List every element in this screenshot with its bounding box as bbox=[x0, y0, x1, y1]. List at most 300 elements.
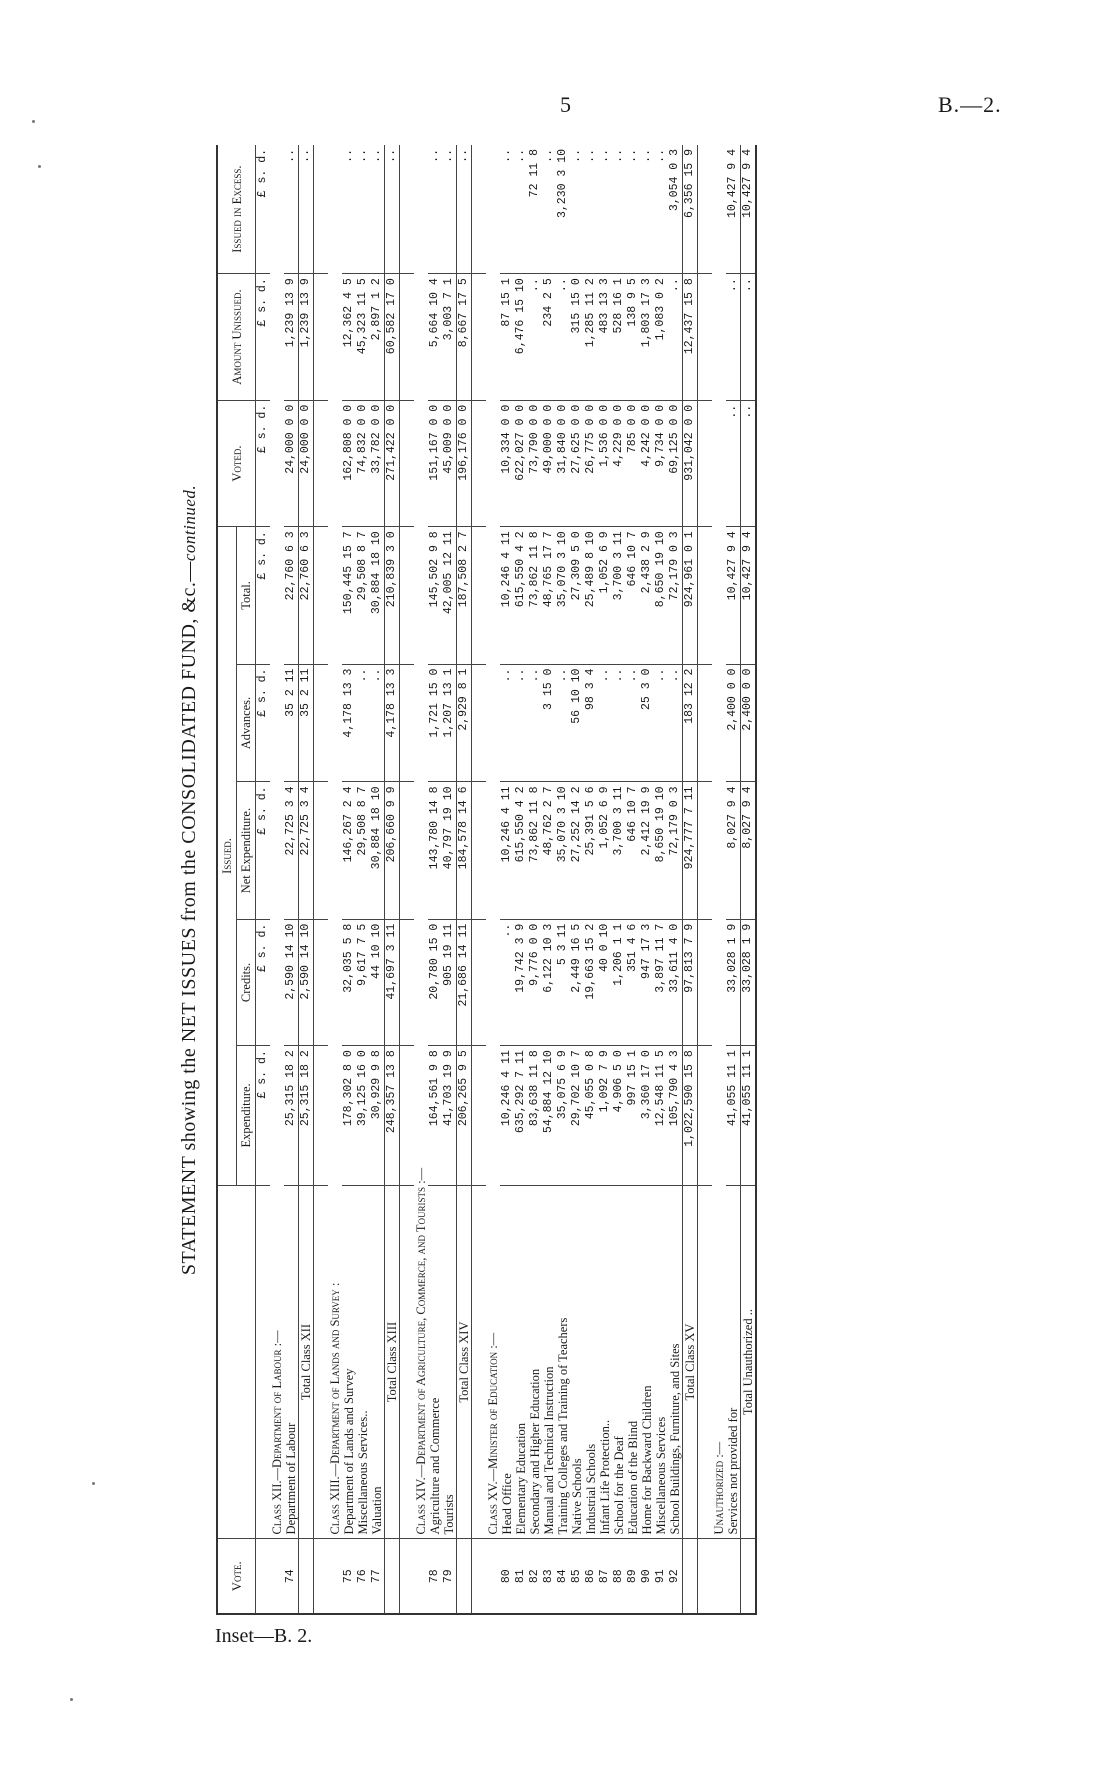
vote-number bbox=[385, 1539, 400, 1614]
cell-amount-unissued: 6,476 15 10 bbox=[514, 274, 528, 401]
vote-number bbox=[683, 1539, 698, 1614]
header-voted: Voted. bbox=[217, 400, 256, 527]
cell-issued-in-excess: .. bbox=[626, 145, 640, 274]
cell-amount-unissued: 1,239 13 9 bbox=[299, 274, 314, 401]
cell-amount-unissued: 1,239 13 9 bbox=[284, 274, 299, 401]
cell-amount-unissued: .. bbox=[668, 274, 683, 401]
cell-issued-in-excess: 6,356 15 9 bbox=[683, 145, 698, 274]
vote-number: 77 bbox=[370, 1539, 385, 1614]
row-description: Elementary Education bbox=[514, 1185, 528, 1539]
statement-title bbox=[178, 145, 201, 1615]
row-description: Total Class XIV bbox=[457, 1185, 472, 1539]
cell-total: 2,438 2 9 bbox=[640, 527, 654, 664]
vote-number: 87 bbox=[598, 1539, 612, 1614]
vote-number: 83 bbox=[542, 1539, 556, 1614]
row-description: Class XIV.—Department of Agriculture, Commerce, and Tourists :— bbox=[414, 145, 428, 1539]
row-description: School for the Deaf bbox=[612, 1185, 626, 1539]
cell-advances: .. bbox=[370, 664, 385, 782]
cell-expenditure: 83,638 11 8 bbox=[528, 1046, 542, 1185]
vote-number bbox=[726, 1539, 741, 1614]
table-row bbox=[584, 145, 598, 1614]
currency-credits: £ s. d. bbox=[256, 919, 271, 1046]
currency-expenditure: £ s. d. bbox=[256, 1046, 271, 1185]
cell-amount-unissued: 8,667 17 5 bbox=[457, 274, 472, 401]
cell-net-expenditure: 72,179 0 3 bbox=[668, 782, 683, 919]
cell-total: 1,052 6 9 bbox=[598, 527, 612, 664]
total-row bbox=[385, 145, 400, 1614]
cell-advances: 183 12 2 bbox=[683, 664, 698, 782]
cell-amount-unissued: .. bbox=[741, 274, 757, 401]
cell-total: 73,862 11 8 bbox=[528, 527, 542, 664]
vote-number: 78 bbox=[428, 1539, 442, 1614]
total-row bbox=[457, 145, 472, 1614]
cell-advances: 35 2 11 bbox=[299, 664, 314, 782]
row-description: Manual and Technical Instruction bbox=[542, 1185, 556, 1539]
cell-voted: 1,536 0 0 bbox=[598, 400, 612, 527]
table-row bbox=[500, 145, 514, 1614]
vote-number bbox=[299, 1539, 314, 1614]
cell-advances: 4,178 13 3 bbox=[342, 664, 356, 782]
cell-issued-in-excess: .. bbox=[640, 145, 654, 274]
cell-expenditure: 12,548 11 5 bbox=[654, 1046, 668, 1185]
cell-total: 150,445 15 7 bbox=[342, 527, 356, 664]
spacer-row bbox=[314, 145, 329, 1614]
table-row bbox=[612, 145, 626, 1614]
scan-speck bbox=[92, 1482, 95, 1485]
cell-total: 22,760 6 3 bbox=[284, 527, 299, 664]
cell-voted: 9,734 0 0 bbox=[654, 400, 668, 527]
cell-amount-unissued: 1,285 11 2 bbox=[584, 274, 598, 401]
table-row bbox=[356, 145, 370, 1614]
statement-table bbox=[216, 145, 757, 1615]
cell-net-expenditure: 646 10 7 bbox=[626, 782, 640, 919]
total-row bbox=[299, 145, 314, 1614]
cell-advances: 56 10 10 bbox=[570, 664, 584, 782]
cell-amount-unissued: 315 15 0 bbox=[570, 274, 584, 401]
cell-total: 42,005 12 11 bbox=[442, 527, 457, 664]
cell-credits: 2,590 14 10 bbox=[299, 919, 314, 1046]
cell-voted: 31,840 0 0 bbox=[556, 400, 570, 527]
cell-amount-unissued: 3,003 7 1 bbox=[442, 274, 457, 401]
cell-amount-unissued: 1,803 17 3 bbox=[640, 274, 654, 401]
table-row bbox=[556, 145, 570, 1614]
cell-expenditure: 29,702 10 7 bbox=[570, 1046, 584, 1185]
cell-advances: .. bbox=[356, 664, 370, 782]
cell-amount-unissued: 87 15 1 bbox=[500, 274, 514, 401]
vote-number: 88 bbox=[612, 1539, 626, 1614]
cell-voted: 33,782 0 0 bbox=[370, 400, 385, 527]
cell-total: 10,427 9 4 bbox=[726, 527, 741, 664]
cell-net-expenditure: 40,797 19 10 bbox=[442, 782, 457, 919]
cell-credits: 3,897 11 7 bbox=[654, 919, 668, 1046]
vote-number bbox=[457, 1539, 472, 1614]
cell-issued-in-excess: .. bbox=[356, 145, 370, 274]
cell-advances: 2,400 0 0 bbox=[726, 664, 741, 782]
cell-credits: 1,206 1 1 bbox=[612, 919, 626, 1046]
cell-expenditure: 54,884 12 10 bbox=[542, 1046, 556, 1185]
cell-amount-unissued: .. bbox=[528, 274, 542, 401]
cell-total: 187,508 2 7 bbox=[457, 527, 472, 664]
vote-number: 90 bbox=[640, 1539, 654, 1614]
currency-unissued: £ s. d. bbox=[256, 274, 271, 401]
cell-credits: 19,742 3 9 bbox=[514, 919, 528, 1046]
title-continued: continued. bbox=[180, 484, 199, 562]
cell-issued-in-excess: .. bbox=[299, 145, 314, 274]
row-description: Education of the Blind bbox=[626, 1185, 640, 1539]
cell-voted: 27,625 0 0 bbox=[570, 400, 584, 527]
header-credits: Credits. bbox=[237, 919, 256, 1046]
table-row bbox=[542, 145, 556, 1614]
vote-number bbox=[328, 1539, 342, 1614]
cell-expenditure: 41,055 11 1 bbox=[741, 1046, 757, 1185]
cell-credits: 40 0 10 bbox=[598, 919, 612, 1046]
table-row bbox=[514, 145, 528, 1614]
cell-issued-in-excess: 10,427 9 4 bbox=[726, 145, 741, 274]
scan-speck bbox=[32, 120, 35, 123]
cell-total: 646 10 7 bbox=[626, 527, 640, 664]
cell-credits: 6,122 10 3 bbox=[542, 919, 556, 1046]
row-description: Miscellaneous Services bbox=[654, 1185, 668, 1539]
cell-credits: 21,686 14 11 bbox=[457, 919, 472, 1046]
cell-advances: 4,178 13 3 bbox=[385, 664, 400, 782]
cell-credits: 19,663 15 2 bbox=[584, 919, 598, 1046]
cell-advances: .. bbox=[514, 664, 528, 782]
spacer-row bbox=[400, 145, 415, 1614]
row-description: Native Schools bbox=[570, 1185, 584, 1539]
cell-expenditure: 1,092 7 9 bbox=[598, 1046, 612, 1185]
cell-credits: 5 3 11 bbox=[556, 919, 570, 1046]
vote-number: 81 bbox=[514, 1539, 528, 1614]
cell-net-expenditure: 22,725 3 4 bbox=[284, 782, 299, 919]
cell-amount-unissued: 12,437 15 8 bbox=[683, 274, 698, 401]
cell-net-expenditure: 146,267 2 4 bbox=[342, 782, 356, 919]
row-description: Unauthorized :— bbox=[712, 145, 726, 1539]
cell-expenditure: 4,906 5 0 bbox=[612, 1046, 626, 1185]
cell-expenditure: 30,929 9 8 bbox=[370, 1046, 385, 1185]
table-row bbox=[570, 145, 584, 1614]
cell-net-expenditure: 29,508 8 7 bbox=[356, 782, 370, 919]
vote-number: 92 bbox=[668, 1539, 683, 1614]
header-total: Total. bbox=[237, 527, 256, 664]
cell-advances: 1,207 13 1 bbox=[442, 664, 457, 782]
cell-net-expenditure: 2,412 19 9 bbox=[640, 782, 654, 919]
row-description: Miscellaneous Services.. bbox=[356, 1185, 370, 1539]
cell-issued-in-excess: .. bbox=[442, 145, 457, 274]
cell-amount-unissued: 60,582 17 0 bbox=[385, 274, 400, 401]
scan-speck bbox=[70, 1698, 73, 1701]
cell-advances: .. bbox=[598, 664, 612, 782]
cell-total: 30,884 18 10 bbox=[370, 527, 385, 664]
cell-expenditure: 105,790 4 3 bbox=[668, 1046, 683, 1185]
cell-credits: 9,776 0 0 bbox=[528, 919, 542, 1046]
header-issued-in-excess: Issued in Excess. bbox=[217, 145, 256, 274]
table-row bbox=[442, 145, 457, 1614]
cell-amount-unissued: 234 2 5 bbox=[542, 274, 556, 401]
cell-net-expenditure: 184,578 14 6 bbox=[457, 782, 472, 919]
cell-net-expenditure: 8,027 9 4 bbox=[726, 782, 741, 919]
cell-advances: .. bbox=[654, 664, 668, 782]
cell-issued-in-excess: 10,427 9 4 bbox=[741, 145, 757, 274]
cell-total: 25,489 8 10 bbox=[584, 527, 598, 664]
vote-number: 79 bbox=[442, 1539, 457, 1614]
cell-voted: 49,000 0 0 bbox=[542, 400, 556, 527]
row-description: Total Class XV bbox=[683, 1185, 698, 1539]
cell-voted: 45,009 0 0 bbox=[442, 400, 457, 527]
currency-voted: £ s. d. bbox=[256, 400, 271, 527]
cell-expenditure: 39,125 16 0 bbox=[356, 1046, 370, 1185]
cell-expenditure: 178,302 8 0 bbox=[342, 1046, 356, 1185]
table-row bbox=[428, 145, 442, 1614]
row-description: Services not provided for bbox=[726, 1185, 741, 1539]
vote-number: 82 bbox=[528, 1539, 542, 1614]
total-row bbox=[741, 145, 757, 1614]
cell-issued-in-excess: 3,054 0 3 bbox=[668, 145, 683, 274]
cell-credits: 33,611 4 0 bbox=[668, 919, 683, 1046]
cell-amount-unissued: 483 13 3 bbox=[598, 274, 612, 401]
cell-issued-in-excess: .. bbox=[385, 145, 400, 274]
cell-issued-in-excess: .. bbox=[570, 145, 584, 274]
row-description: Class XIII.—Department of Lands and Survey : bbox=[328, 145, 342, 1539]
cell-total: 924,961 0 1 bbox=[683, 527, 698, 664]
currency-excess: £ s. d. bbox=[256, 145, 271, 274]
cell-total: 615,550 4 2 bbox=[514, 527, 528, 664]
vote-number: 89 bbox=[626, 1539, 640, 1614]
table-row bbox=[370, 145, 385, 1614]
cell-total: 27,309 5 0 bbox=[570, 527, 584, 664]
cell-total: 145,502 9 8 bbox=[428, 527, 442, 664]
cell-expenditure: 25,315 18 2 bbox=[299, 1046, 314, 1185]
cell-net-expenditure: 22,725 3 4 bbox=[299, 782, 314, 919]
cell-net-expenditure: 8,027 9 4 bbox=[741, 782, 757, 919]
cell-net-expenditure: 615,550 4 2 bbox=[514, 782, 528, 919]
page-number: 5 bbox=[560, 92, 571, 117]
cell-total: 10,427 9 4 bbox=[741, 527, 757, 664]
cell-issued-in-excess: 3,230 3 10 bbox=[556, 145, 570, 274]
cell-total: 29,508 8 7 bbox=[356, 527, 370, 664]
cell-voted: 73,790 0 0 bbox=[528, 400, 542, 527]
cell-credits: 2,590 14 10 bbox=[284, 919, 299, 1046]
row-description: Class XV.—Minister of Education :— bbox=[486, 145, 500, 1539]
cell-issued-in-excess: .. bbox=[654, 145, 668, 274]
cell-issued-in-excess: .. bbox=[514, 145, 528, 274]
cell-advances: 98 3 4 bbox=[584, 664, 598, 782]
cell-net-expenditure: 3,700 3 11 bbox=[612, 782, 626, 919]
vote-number: 86 bbox=[584, 1539, 598, 1614]
cell-expenditure: 41,055 11 1 bbox=[726, 1046, 741, 1185]
cell-total: 210,839 3 0 bbox=[385, 527, 400, 664]
cell-credits: .. bbox=[500, 919, 514, 1046]
cell-net-expenditure: 27,252 14 2 bbox=[570, 782, 584, 919]
cell-credits: 33,028 1 9 bbox=[741, 919, 757, 1046]
cell-credits: 905 19 11 bbox=[442, 919, 457, 1046]
cell-amount-unissued: 1,083 0 2 bbox=[654, 274, 668, 401]
cell-expenditure: 41,703 19 9 bbox=[442, 1046, 457, 1185]
row-description: Tourists bbox=[442, 1185, 457, 1539]
cell-net-expenditure: 924,777 7 11 bbox=[683, 782, 698, 919]
row-description: Secondary and Higher Education bbox=[528, 1185, 542, 1539]
cell-expenditure: 206,265 9 5 bbox=[457, 1046, 472, 1185]
cell-net-expenditure: 25,391 5 6 bbox=[584, 782, 598, 919]
cell-issued-in-excess: .. bbox=[284, 145, 299, 274]
cell-amount-unissued: 2,897 1 2 bbox=[370, 274, 385, 401]
vote-number bbox=[741, 1539, 757, 1614]
header-advances: Advances. bbox=[237, 664, 256, 782]
vote-number: 76 bbox=[356, 1539, 370, 1614]
cell-total: 22,760 6 3 bbox=[299, 527, 314, 664]
header-expenditure: Expenditure. bbox=[237, 1046, 256, 1185]
cell-expenditure: 635,292 7 11 bbox=[514, 1046, 528, 1185]
cell-total: 10,246 4 11 bbox=[500, 527, 514, 664]
vote-number: 75 bbox=[342, 1539, 356, 1614]
cell-issued-in-excess: .. bbox=[612, 145, 626, 274]
spacer-row bbox=[698, 145, 713, 1614]
cell-issued-in-excess: .. bbox=[500, 145, 514, 274]
cell-amount-unissued: 5,664 10 4 bbox=[428, 274, 442, 401]
cell-amount-unissued: 138 9 5 bbox=[626, 274, 640, 401]
cell-issued-in-excess: 72 11 8 bbox=[528, 145, 542, 274]
header-vote: Vote. bbox=[217, 1539, 256, 1614]
cell-advances: 2,929 8 1 bbox=[457, 664, 472, 782]
cell-net-expenditure: 35,070 3 10 bbox=[556, 782, 570, 919]
cell-advances: .. bbox=[556, 664, 570, 782]
class-heading-row bbox=[486, 145, 500, 1614]
cell-voted: 196,176 0 0 bbox=[457, 400, 472, 527]
table-row bbox=[598, 145, 612, 1614]
cell-voted: .. bbox=[726, 400, 741, 527]
row-description: Valuation bbox=[370, 1185, 385, 1539]
table-row bbox=[626, 145, 640, 1614]
row-description: Total Unauthorized .. bbox=[741, 1185, 757, 1539]
cell-voted: 622,027 0 0 bbox=[514, 400, 528, 527]
cell-expenditure: 248,357 13 8 bbox=[385, 1046, 400, 1185]
cell-amount-unissued: .. bbox=[556, 274, 570, 401]
table-row bbox=[654, 145, 668, 1614]
cell-expenditure: 1,022,590 15 8 bbox=[683, 1046, 698, 1185]
cell-advances: .. bbox=[668, 664, 683, 782]
inset-label: Inset—B. 2. bbox=[215, 1625, 313, 1647]
cell-voted: 26,775 0 0 bbox=[584, 400, 598, 527]
cell-total: 48,765 17 7 bbox=[542, 527, 556, 664]
row-description: Home for Backward Children bbox=[640, 1185, 654, 1539]
row-description: Class XII.—Department of Labour :— bbox=[270, 145, 284, 1539]
cell-voted: 69,125 0 0 bbox=[668, 400, 683, 527]
cell-net-expenditure: 30,884 18 10 bbox=[370, 782, 385, 919]
vote-number bbox=[270, 1539, 284, 1614]
currency-advances: £ s. d. bbox=[256, 664, 271, 782]
cell-advances: 1,721 15 0 bbox=[428, 664, 442, 782]
class-heading-row bbox=[712, 145, 726, 1614]
cell-expenditure: 45,055 0 8 bbox=[584, 1046, 598, 1185]
cell-voted: 931,042 0 0 bbox=[683, 400, 698, 527]
header-amount-unissued: Amount Unissued. bbox=[217, 274, 256, 401]
cell-voted: 74,832 0 0 bbox=[356, 400, 370, 527]
cell-amount-unissued: 528 16 1 bbox=[612, 274, 626, 401]
cell-advances: 35 2 11 bbox=[284, 664, 299, 782]
cell-credits: 44 10 10 bbox=[370, 919, 385, 1046]
vote-number bbox=[486, 1539, 500, 1614]
cell-net-expenditure: 73,862 11 8 bbox=[528, 782, 542, 919]
cell-issued-in-excess: .. bbox=[342, 145, 356, 274]
cell-voted: 151,167 0 0 bbox=[428, 400, 442, 527]
total-row bbox=[683, 145, 698, 1614]
cell-credits: 20,780 15 0 bbox=[428, 919, 442, 1046]
cell-credits: 9,617 7 5 bbox=[356, 919, 370, 1046]
vote-number: 74 bbox=[284, 1539, 299, 1614]
table-row bbox=[726, 145, 741, 1614]
table-row bbox=[528, 145, 542, 1614]
vote-number: 85 bbox=[570, 1539, 584, 1614]
table-row bbox=[640, 145, 654, 1614]
vote-number bbox=[712, 1539, 726, 1614]
cell-total: 3,700 3 11 bbox=[612, 527, 626, 664]
vote-number: 91 bbox=[654, 1539, 668, 1614]
vote-number: 84 bbox=[556, 1539, 570, 1614]
table-row bbox=[342, 145, 356, 1614]
currency-net: £ s. d. bbox=[256, 782, 271, 919]
spacer-row bbox=[472, 145, 487, 1614]
title-text: STATEMENT showing the NET ISSUES from the CONSOLIDATED FUND, &c.— bbox=[178, 561, 200, 1276]
cell-total: 8,650 19 10 bbox=[654, 527, 668, 664]
class-heading-row bbox=[328, 145, 342, 1614]
cell-credits: 33,028 1 9 bbox=[726, 919, 741, 1046]
cell-amount-unissued: 12,362 4 5 bbox=[342, 274, 356, 401]
row-description: Training Colleges and Training of Teachers bbox=[556, 1185, 570, 1539]
document-reference: B.—2. bbox=[938, 92, 1002, 117]
row-description: Agriculture and Commerce bbox=[428, 1185, 442, 1539]
cell-expenditure: 164,561 9 8 bbox=[428, 1046, 442, 1185]
row-description: School Buildings, Furniture, and Sites bbox=[668, 1185, 683, 1539]
cell-net-expenditure: 48,762 2 7 bbox=[542, 782, 556, 919]
statement-rows bbox=[270, 145, 756, 1614]
cell-advances: 3 15 0 bbox=[542, 664, 556, 782]
cell-credits: 2,449 16 5 bbox=[570, 919, 584, 1046]
cell-voted: 271,422 0 0 bbox=[385, 400, 400, 527]
cell-net-expenditure: 8,650 19 10 bbox=[654, 782, 668, 919]
cell-amount-unissued: .. bbox=[726, 274, 741, 401]
cell-net-expenditure: 10,246 4 11 bbox=[500, 782, 514, 919]
cell-issued-in-excess: .. bbox=[457, 145, 472, 274]
cell-expenditure: 997 15 1 bbox=[626, 1046, 640, 1185]
cell-voted: 785 0 0 bbox=[626, 400, 640, 527]
header-net-expenditure: Net Expenditure. bbox=[237, 782, 256, 919]
cell-expenditure: 3,360 17 0 bbox=[640, 1046, 654, 1185]
row-description: Industrial Schools bbox=[584, 1185, 598, 1539]
cell-issued-in-excess: .. bbox=[584, 145, 598, 274]
cell-credits: 947 17 3 bbox=[640, 919, 654, 1046]
cell-issued-in-excess: .. bbox=[542, 145, 556, 274]
cell-advances: 25 3 0 bbox=[640, 664, 654, 782]
vote-number: 80 bbox=[500, 1539, 514, 1614]
cell-advances: .. bbox=[626, 664, 640, 782]
cell-net-expenditure: 206,660 9 9 bbox=[385, 782, 400, 919]
header-description bbox=[217, 1185, 256, 1539]
cell-expenditure: 10,246 4 11 bbox=[500, 1046, 514, 1185]
row-description: Head Office bbox=[500, 1185, 514, 1539]
cell-advances: .. bbox=[500, 664, 514, 782]
cell-expenditure: 25,315 18 2 bbox=[284, 1046, 299, 1185]
cell-voted: 24,000 0 0 bbox=[284, 400, 299, 527]
row-description: Total Class XIII bbox=[385, 1185, 400, 1539]
table-row bbox=[668, 145, 683, 1614]
vote-number bbox=[414, 1539, 428, 1614]
cell-voted: 162,808 0 0 bbox=[342, 400, 356, 527]
cell-credits: 351 4 6 bbox=[626, 919, 640, 1046]
cell-credits: 41,697 3 11 bbox=[385, 919, 400, 1046]
cell-voted: 24,000 0 0 bbox=[299, 400, 314, 527]
row-description: Department of Labour bbox=[284, 1185, 299, 1539]
cell-total: 72,179 0 3 bbox=[668, 527, 683, 664]
cell-expenditure: 35,075 6 9 bbox=[556, 1046, 570, 1185]
